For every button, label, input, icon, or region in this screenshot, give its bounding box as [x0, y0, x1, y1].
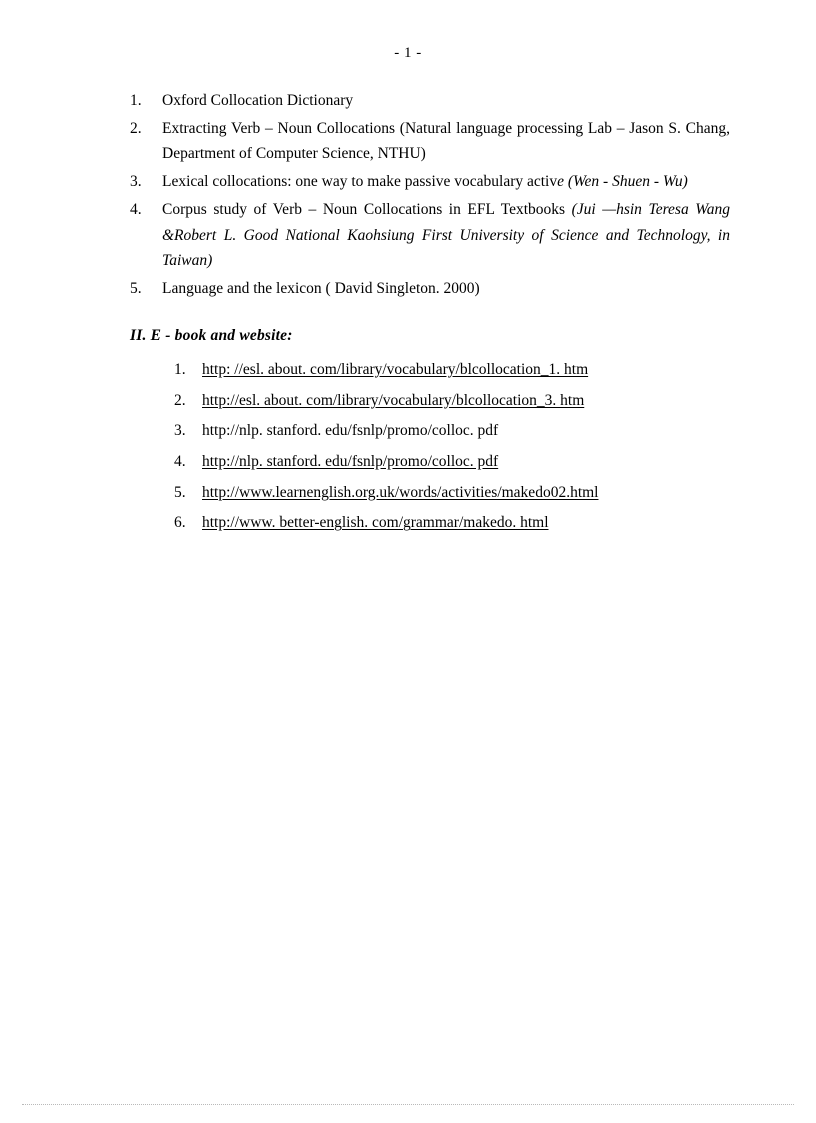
list-item-number: 3.: [130, 173, 142, 191]
list-item-number: 1.: [130, 92, 142, 109]
list-item-number: 1.: [174, 360, 186, 378]
list-item: [130, 197, 730, 272]
list-item-text-emphasis: e: [557, 173, 564, 191]
external-link[interactable]: http://www.learnenglish.org.uk/words/activities/makedo02.html: [202, 483, 599, 501]
list-item-text-italic: (Jui —hsin Teresa Wang &Robert L. Good National Kaohsiung First University of Science and Technology, in Taiwan): [162, 201, 731, 269]
page-number: - 1 -: [394, 45, 422, 61]
reference-list: [130, 88, 730, 301]
list-item: [174, 420, 730, 442]
section-heading: II. E - book and website:: [130, 326, 293, 344]
list-item: [130, 88, 730, 113]
list-item-number: 4.: [174, 452, 186, 470]
list-item: [130, 276, 730, 301]
list-item-text: Extracting Verb – Noun Collocations (Natural language processing Lab – Jason S. Chang, Department of Computer Science, NTHU): [162, 120, 730, 163]
list-item-text: Lexical collocations: one way to make passive vocabulary activ: [162, 173, 558, 191]
list-item-number: 5.: [130, 279, 142, 297]
list-item: [174, 451, 730, 473]
external-link[interactable]: http://www. better-english. com/grammar/makedo. html: [202, 514, 549, 532]
list-item: [174, 512, 730, 534]
list-item: [174, 390, 730, 412]
external-link[interactable]: http://esl. about. com/library/vocabulary/blcollocation_3. htm: [202, 391, 585, 409]
list-item: [130, 169, 730, 194]
list-item-number: 6.: [174, 514, 186, 532]
list-item-number: 2.: [130, 120, 142, 138]
list-item-number: 5.: [174, 483, 186, 501]
link-text-plain: http://nlp. stanford. edu/fsnlp/promo/colloc. pdf: [202, 422, 499, 440]
list-item: [174, 482, 730, 504]
list-item-number: 4.: [130, 201, 142, 219]
footer-divider: [22, 1104, 794, 1105]
list-item-text: Corpus study of Verb – Noun Collocations in EFL Textbooks: [162, 201, 572, 219]
external-link[interactable]: http: //esl. about. com/library/vocabulary/blcollocation_1. htm: [202, 360, 589, 378]
list-item-text: Oxford Collocation Dictionary: [162, 92, 354, 109]
external-link[interactable]: http://nlp. stanford. edu/fsnlp/promo/colloc. pdf: [202, 452, 499, 470]
list-item-text: Language and the lexicon ( David Singleton. 2000): [162, 279, 480, 297]
document-content: [130, 88, 730, 543]
list-item: [130, 116, 730, 166]
list-item: [174, 359, 730, 381]
list-item-number: 3.: [174, 422, 186, 440]
list-item-number: 2.: [174, 391, 186, 409]
link-list: [174, 359, 730, 534]
list-item-text-italic: (Wen - Shuen - Wu): [564, 173, 688, 191]
